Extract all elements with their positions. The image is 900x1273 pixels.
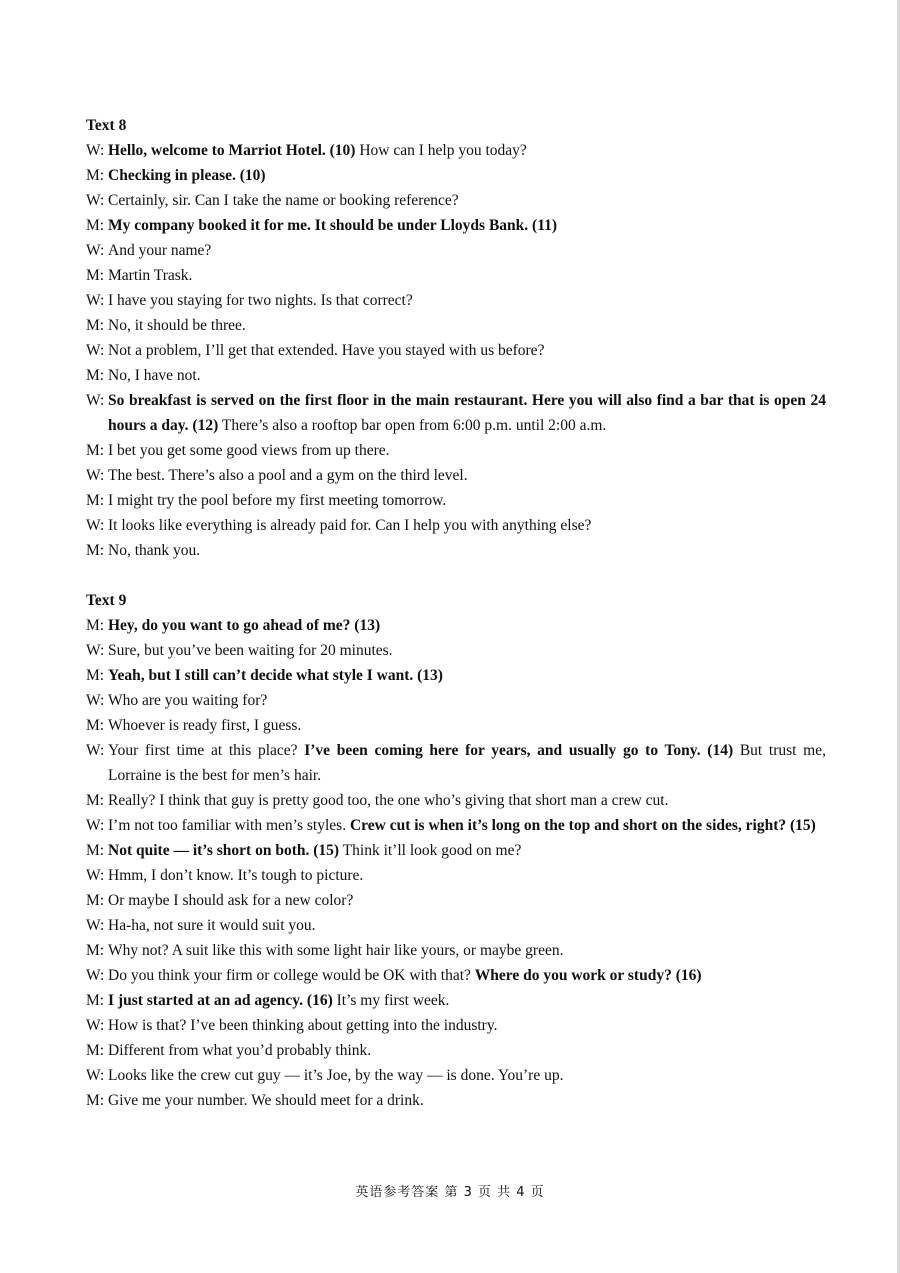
dialogue-text: I’m not too familiar with men’s styles. xyxy=(108,817,350,834)
dialogue-line xyxy=(86,738,826,788)
dialogue-line xyxy=(86,813,826,838)
dialogue-line xyxy=(86,513,826,538)
speaker-label: M: xyxy=(86,367,105,384)
dialogue-line xyxy=(86,613,826,638)
dialogue-line xyxy=(86,1063,826,1088)
page-footer: 英语参考答案 第 3 页 共 4 页 xyxy=(355,1185,545,1200)
speaker-label: M: xyxy=(86,542,105,559)
speaker-label: M: xyxy=(86,492,105,509)
speaker-label: M: xyxy=(86,1092,105,1109)
answer-text: Not quite — it’s short on both. (15) xyxy=(108,842,340,859)
dialogue-line xyxy=(86,1088,826,1113)
dialogue-text: Or maybe I should ask for a new color? xyxy=(108,892,354,909)
dialogue-text: Give me your number. We should meet for a drink. xyxy=(108,1092,424,1109)
text-9-dialogue xyxy=(86,613,826,1113)
dialogue-line xyxy=(86,388,826,438)
dialogue-text: I might try the pool before my first meeting tomorrow. xyxy=(108,492,447,509)
speaker-label: M: xyxy=(86,217,105,234)
dialogue-line xyxy=(86,438,826,463)
dialogue-line xyxy=(86,213,826,238)
dialogue-text: No, it should be three. xyxy=(108,317,246,334)
answer-text: So breakfast is served on the first floor in the main restaurant. Here you will also find a bar that is open 24 hours a day. (12) xyxy=(108,392,826,434)
dialogue-text: I bet you get some good views from up there. xyxy=(108,442,390,459)
dialogue-text: Hmm, I don’t know. It’s tough to picture. xyxy=(108,867,364,884)
dialogue-line xyxy=(86,238,826,263)
dialogue-line xyxy=(86,463,826,488)
speaker-label: M: xyxy=(86,1042,105,1059)
speaker-label: M: xyxy=(86,617,105,634)
dialogue-line xyxy=(86,363,826,388)
dialogue-line xyxy=(86,488,826,513)
speaker-label: M: xyxy=(86,267,105,284)
speaker-label: W: xyxy=(86,1067,105,1084)
dialogue-text: Why not? A suit like this with some light hair like yours, or maybe green. xyxy=(108,942,564,959)
speaker-label: M: xyxy=(86,667,105,684)
dialogue-text: How is that? I’ve been thinking about getting into the industry. xyxy=(108,1017,498,1034)
dialogue-text: Who are you waiting for? xyxy=(108,692,268,709)
answer-text: I just started at an ad agency. (16) xyxy=(108,992,333,1009)
dialogue-line xyxy=(86,188,826,213)
dialogue-text: Really? I think that guy is pretty good too, the one who’s giving that short man a crew cut. xyxy=(108,792,669,809)
text-8-dialogue xyxy=(86,138,826,563)
dialogue-line xyxy=(86,663,826,688)
dialogue-text: How can I help you today? xyxy=(355,142,527,159)
dialogue-line xyxy=(86,963,826,988)
speaker-label: W: xyxy=(86,192,105,209)
dialogue-line xyxy=(86,263,826,288)
dialogue-text: It’s my first week. xyxy=(332,992,450,1009)
dialogue-line xyxy=(86,1038,826,1063)
dialogue-line xyxy=(86,138,826,163)
answer-text: Hey, do you want to go ahead of me? (13) xyxy=(108,617,381,634)
dialogue-text: The best. There’s also a pool and a gym on the third level. xyxy=(108,467,468,484)
speaker-label: W: xyxy=(86,742,105,759)
speaker-label: M: xyxy=(86,942,105,959)
answer-text: Hello, welcome to Marriot Hotel. (10) xyxy=(108,142,356,159)
speaker-label: M: xyxy=(86,992,105,1009)
answer-text: Where do you work or study? (16) xyxy=(474,967,702,984)
dialogue-text: No, thank you. xyxy=(108,542,201,559)
dialogue-line xyxy=(86,988,826,1013)
dialogue-text: Different from what you’d probably think. xyxy=(108,1042,372,1059)
answer-text: Crew cut is when it’s long on the top and short on the sides, right? (15) xyxy=(349,817,816,834)
dialogue-line xyxy=(86,938,826,963)
speaker-label: W: xyxy=(86,392,105,409)
dialogue-line xyxy=(86,888,826,913)
speaker-label: W: xyxy=(86,517,105,534)
speaker-label: W: xyxy=(86,1017,105,1034)
dialogue-line xyxy=(86,288,826,313)
dialogue-line xyxy=(86,863,826,888)
dialogue-line xyxy=(86,338,826,363)
dialogue-line xyxy=(86,788,826,813)
dialogue-text: I have you staying for two nights. Is that correct? xyxy=(108,292,413,309)
text-9-section xyxy=(86,588,826,1113)
dialogue-text: Not a problem, I’ll get that extended. Have you stayed with us before? xyxy=(108,342,545,359)
text-8-section xyxy=(86,113,826,563)
dialogue-line xyxy=(86,1013,826,1038)
dialogue-text: Martin Trask. xyxy=(108,267,193,284)
speaker-label: W: xyxy=(86,242,105,259)
dialogue-line xyxy=(86,638,826,663)
dialogue-line xyxy=(86,313,826,338)
text-8-heading: Text 8 xyxy=(86,117,127,134)
speaker-label: W: xyxy=(86,142,105,159)
dialogue-text: Think it’ll look good on me? xyxy=(339,842,522,859)
text-9-heading: Text 9 xyxy=(86,592,127,609)
dialogue-line xyxy=(86,913,826,938)
speaker-label: W: xyxy=(86,967,105,984)
speaker-label: W: xyxy=(86,817,105,834)
dialogue-line xyxy=(86,713,826,738)
dialogue-text: Your first time at this place? xyxy=(108,742,305,759)
dialogue-text: But trust me, Lorraine is the best for men’s hair. xyxy=(108,742,826,784)
speaker-label: W: xyxy=(86,642,105,659)
speaker-label: M: xyxy=(86,842,105,859)
speaker-label: W: xyxy=(86,342,105,359)
dialogue-line xyxy=(86,538,826,563)
dialogue-text: There’s also a rooftop bar open from 6:00 p.m. until 2:00 a.m. xyxy=(218,417,607,434)
speaker-label: W: xyxy=(86,867,105,884)
speaker-label: W: xyxy=(86,692,105,709)
answer-text: I’ve been coming here for years, and usually go to Tony. (14) xyxy=(304,742,734,759)
answer-text: Checking in please. (10) xyxy=(108,167,266,184)
speaker-label: M: xyxy=(86,317,105,334)
answer-text: Yeah, but I still can’t decide what style I want. (13) xyxy=(108,667,443,684)
speaker-label: M: xyxy=(86,717,105,734)
dialogue-text: And your name? xyxy=(108,242,212,259)
dialogue-line xyxy=(86,838,826,863)
speaker-label: M: xyxy=(86,442,105,459)
speaker-label: W: xyxy=(86,467,105,484)
dialogue-text: Sure, but you’ve been waiting for 20 minutes. xyxy=(108,642,393,659)
dialogue-text: Looks like the crew cut guy — it’s Joe, by the way — is done. You’re up. xyxy=(108,1067,564,1084)
dialogue-text: Do you think your firm or college would be OK with that? xyxy=(108,967,475,984)
dialogue-text: Certainly, sir. Can I take the name or booking reference? xyxy=(108,192,459,209)
speaker-label: W: xyxy=(86,292,105,309)
dialogue-text: Ha-ha, not sure it would suit you. xyxy=(108,917,316,934)
speaker-label: M: xyxy=(86,167,105,184)
dialogue-text: No, I have not. xyxy=(108,367,201,384)
dialogue-line xyxy=(86,688,826,713)
speaker-label: M: xyxy=(86,792,105,809)
dialogue-text: It looks like everything is already paid for. Can I help you with anything else? xyxy=(108,517,592,534)
dialogue-line xyxy=(86,163,826,188)
dialogue-text: Whoever is ready first, I guess. xyxy=(108,717,302,734)
speaker-label: M: xyxy=(86,892,105,909)
speaker-label: W: xyxy=(86,917,105,934)
answer-text: My company booked it for me. It should be under Lloyds Bank. (11) xyxy=(108,217,558,234)
